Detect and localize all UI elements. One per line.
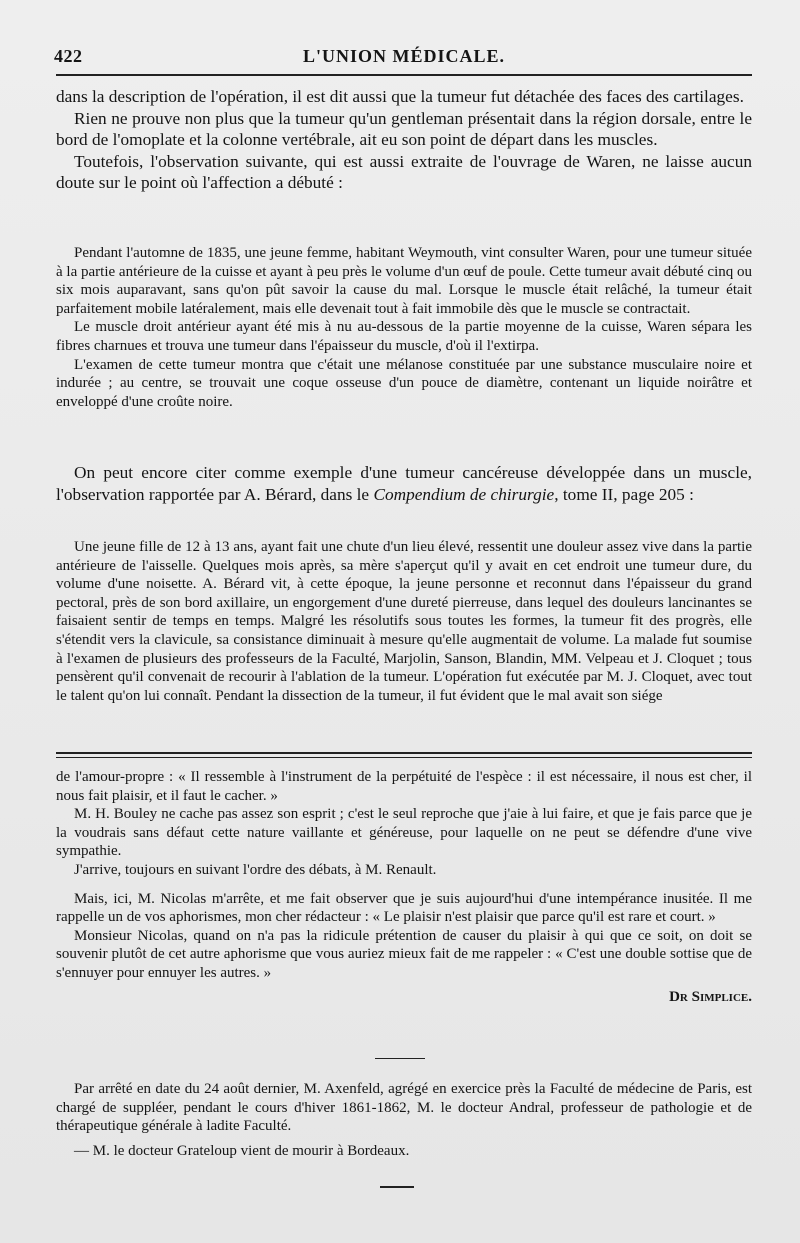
feuilleton-paragraph: J'arrive, toujours en suivant l'ordre des débats, à M. Renault. [74,861,437,878]
berard-observation [56,538,752,705]
feuilleton-separator-bottom [56,757,752,758]
feuilleton-paragraph: Monsieur Nicolas, quand on n'a pas la ridicule prétention de causer du plaisir à qui que ce soit, on doit se souvenir plutôt de cet autre aphorisme que vous auriez mieux fait de me rappeler : « C'est une double sottise que de s'ennuyer pour ennuyer les autres. » [56,927,752,981]
quote-paragraph: L'examen de cette tumeur montra que c'était une mélanose constituée par une substance musculaire noire et indurée ; au centre, se trouvait une coque osseuse d'un pouce de diamètre, contenant un liquide noirâtre et enveloppé d'une croûte noire. [56,356,752,410]
page-number: 422 [54,46,83,66]
header-rule [56,74,752,76]
journal-title: L'UNION MÉDICALE. [302,46,506,66]
paragraph-text: , tome II, page 205 : [554,484,694,504]
page-header [54,46,754,70]
paragraph: dans la description de l'opération, il est dit aussi que la tumeur fut détachée des faces des cartilages. [56,87,744,106]
paragraph: Toutefois, l'observation suivante, qui est aussi extraite de l'ouvrage de Waren, ne laisse aucun doute sur le point où l'affection a débuté : [56,151,752,192]
book-title: Compendium de chirurgie [373,484,555,504]
news-paragraph: — M. le docteur Grateloup vient de mourir à Bordeaux. [74,1142,410,1159]
feuilleton-separator-top [56,752,752,754]
article-transition [56,462,752,505]
quote-paragraph: Pendant l'automne de 1835, une jeune femme, habitant Weymouth, vint consulter Waren, pour une tumeur située à la partie antérieure de la cuisse et ayant à peu près le volume d'un œuf de poule. Cette tumeur avait débuté cinq ou six mois auparavant, sans qu'on pût savoir la cause du mal. Lorsque le muscle était relâché, la tumeur était parfaitement mobile latéralement, mais elle devenait tout à fait immobile dès que le muscle se contractait. [56,245,752,317]
news-paragraph: Par arrêté en date du 24 août dernier, M. Axenfeld, agrégé en exercice près la Faculté de médecine de Paris, est chargé de suppléer, pendant le cours d'hiver 1861-1862, M. le docteur Andral, professeur de pathologie et de thérapeutique générale à ladite Faculté. [56,1081,752,1135]
quote-paragraph: Le muscle droit antérieur ayant été mis à nu au-dessous de la partie moyenne de la cuisse, Waren sépara les fibres charnues et trouva une tumeur dans l'épaisseur du muscle, d'où il l'extirpa. [56,319,752,354]
paragraph [56,462,752,505]
waren-observation [56,244,752,411]
quote-paragraph: Une jeune fille de 12 à 13 ans, ayant fait une chute d'un lieu élevé, ressentit une douleur assez vive dans la partie antérieure de l'aisselle. Quelques mois après, sa mère s'aperçut qu'il y avait en cet endroit une tumeur dure, du volume d'une noisette. A. Bérard vit, à cette époque, la jeune personne et reconnut dans l'épaisseur du grand pectoral, près de son bord axillaire, un engorgement d'une dureté pierreuse, dans lequel des douleurs lancinantes se faisaient sentir de temps en temps. Malgré les résolutifs sous toutes les formes, la tumeur fit des progrès, elle s'étendit vers la clavicule, sa consistance diminuait à mesure qu'elle augmentait de volume. La malade fut soumise à l'examen de plusieurs des professeurs de la Faculté, Marjolin, Sanson, Blandin, MM. Velpeau et J. Cloquet ; tous pensèrent qu'il convenait de recourir à l'ablation de la tumeur. L'opération fut exécutée par M. J. Cloquet, avec tout le talent qu'on lui connaît. Pendant la dissection de la tumeur, il fut évident que le mal avait son siége [56,539,752,704]
feuilleton-paragraph: M. H. Bouley ne cache pas assez son esprit ; c'est le seul reproche que j'aie à lui faire, et que je fais parce que je la voudrais sans défaut cette nature vaillante et généreuse, pour laquelle on ne peut se défendre d'une vive sympathie. [56,806,752,860]
author-signature: Dr Simplice. [669,988,752,1005]
short-divider [375,1058,425,1059]
article-opening [56,86,752,194]
paragraph: Rien ne prouve non plus que la tumeur qu'un gentleman présentait dans la région dorsale, entre le bord de l'omoplate et la colonne vertébrale, ait eu son point de départ dans les muscles. [56,108,752,149]
news-items [56,1080,752,1160]
end-divider [380,1186,414,1188]
paragraph-text: On peut encore citer comme exemple d'une tumeur cancéreuse développée dans un muscle, l'observation rapportée par A. Bérard, dans le [56,463,752,504]
feuilleton-column [56,768,752,1006]
feuilleton-paragraph: de l'amour-propre : « Il ressemble à l'instrument de la perpétuité de l'espèce : il est nécessaire, il nous est cher, il nous fait plaisir, et il faut le cacher. » [56,769,752,804]
feuilleton-paragraph: Mais, ici, M. Nicolas m'arrête, et me fait observer que je suis aujourd'hui d'une intempérance inusitée. Il me rappelle un de vos aphorismes, mon cher rédacteur : « Le plaisir n'est plaisir que parce qu'il est rare et court. » [56,890,752,926]
